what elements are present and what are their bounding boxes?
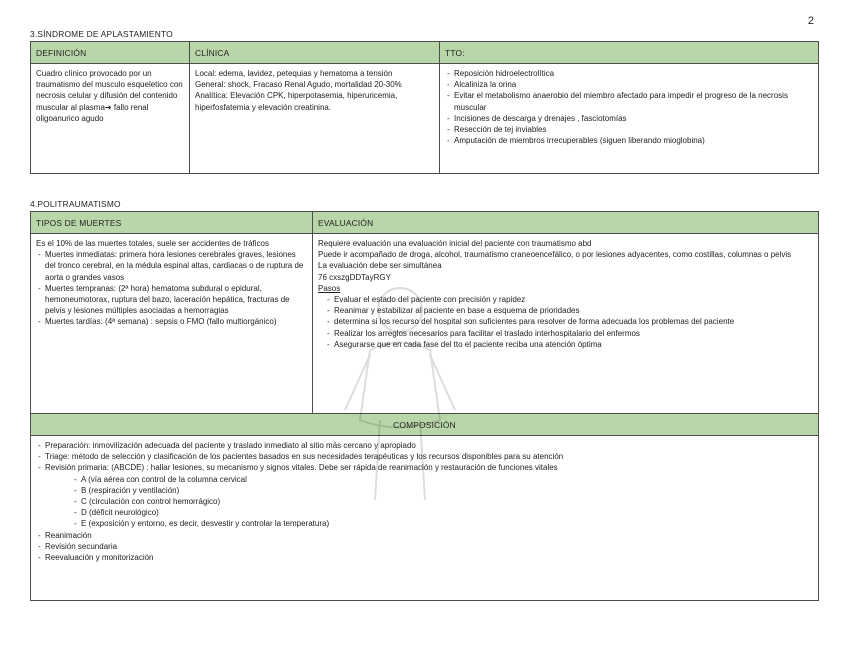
composicion-item: - Reevaluación y monitorización bbox=[36, 552, 813, 563]
tto-item: - Reposición hidroelectrolítica bbox=[445, 68, 813, 79]
clinica-line: Analítica: Elevación CPK, hiperpotasemia, hiperuricemia, hiperfosfatemia y elevación creatinina. bbox=[195, 91, 398, 112]
clinica-line: General: shock, Fracaso Renal Agudo, mortalidad 20-30% bbox=[195, 80, 402, 90]
tto-item: - Alcaliniza la orina bbox=[445, 79, 813, 90]
abcde-item: - B (respiración y ventilación) bbox=[72, 485, 813, 496]
section-3-title: 3.SÍNDROME DE APLASTAMIENTO bbox=[30, 29, 173, 39]
tipos-item: - Muertes tardías: (4ª semana) : sepsis o FMO (fallo multiorgánico) bbox=[36, 316, 307, 327]
pasos-item: - Reanimar y estabilizar al paciente en base a esquema de prioridades bbox=[318, 305, 813, 316]
crush-syndrome-table bbox=[30, 41, 819, 174]
tipos-cell bbox=[31, 234, 313, 414]
header-evaluacion: EVALUACIÓN bbox=[313, 212, 819, 234]
tto-cell bbox=[440, 64, 819, 174]
abcde-item: - A (vía aérea con control de la columna cervical bbox=[72, 474, 813, 485]
abcde-item: - D (déficit neurológico) bbox=[72, 507, 813, 518]
header-clinica: CLÍNICA bbox=[190, 42, 440, 64]
tipos-item: - Muertes inmediatas: primera hora lesiones cerebrales graves, lesiones del tronco cerebral, en la médula espinal altas, cardiacas o de ruptura de aorta o grandes vasos bbox=[36, 249, 307, 283]
composicion-item: - Revisión secundaria bbox=[36, 541, 813, 552]
pasos-label: Pasos bbox=[318, 283, 341, 293]
tto-item: - Amputación de miembros irrecuperables (siguen liberando mioglobina) bbox=[445, 135, 813, 146]
header-definicion: DEFINICIÓN bbox=[31, 42, 190, 64]
evaluacion-line: 76 cxszgDDTayRGY bbox=[318, 272, 391, 282]
composicion-item: - Reanimación bbox=[36, 530, 813, 541]
tto-item: - Incisiones de descarga y drenajes , fasciotomías bbox=[445, 113, 813, 124]
pasos-item: - Asegurarse que en cada fase del tto el paciente reciba una atención óptima bbox=[318, 339, 813, 350]
tipos-item: - Muertes tempranas: (2ª hora) hematoma subdural o epidural, hemoneumotorax, ruptura del bazo, laceración hepática, fracturas de pelvis y lesiones múltiples asociadas a hemorragias bbox=[36, 283, 307, 317]
header-tipos-muertes: TIPOS DE MUERTES bbox=[31, 212, 313, 234]
tto-item: - Resección de tej inviables bbox=[445, 124, 813, 135]
abcde-item: - C (circulación con control hemorrágico) bbox=[72, 496, 813, 507]
evaluacion-line: Puede ir acompañado de droga, alcohol, traumatismo craneoencefálico, o por lesiones adyacentes, como costillas, columnas o pelvis bbox=[318, 250, 792, 260]
pasos-item: - Realizar los arreglos necesarios para facilitar el traslado interhospitalario del enfermos bbox=[318, 328, 813, 339]
evaluacion-cell bbox=[313, 234, 819, 414]
evaluacion-line: La evaluación debe ser simultánea bbox=[318, 261, 442, 271]
composicion-item: - Preparación: inmovilización adecuada del paciente y traslado inmediato al sitio más cercano y apropiado bbox=[36, 440, 813, 451]
composicion-item: - Revisión primaria: (ABCDE) : hallar lesiones, su mecanismo y signos vitales. Debe ser rápida de reanimación y restauración de funciones vitales bbox=[36, 462, 813, 473]
composicion-item: - Triage: método de selección y clasificación de los pacientes basados en sus necesidades terapéuticas y los recursos disponibles para su atención bbox=[36, 451, 813, 462]
tipos-intro: Es el 10% de las muertes totales, suele ser accidentes de tráficos bbox=[36, 239, 270, 248]
abcde-item: - E (exposición y entorno, es decir, desvestir y controlar la temperatura) bbox=[72, 518, 813, 529]
definicion-cell: Cuadro clínico provocado por un traumatismo del musculo esqueletico con necrosis celular y difusión del contenido muscular al plasma➔ fallo renal oligoanurico agudo bbox=[31, 64, 190, 174]
clinica-cell bbox=[190, 64, 440, 174]
header-composicion: COMPOSICIÓN bbox=[31, 414, 819, 436]
header-tto: TTO: bbox=[440, 42, 819, 64]
pasos-item: - Evaluar el estado del paciente con precisión y rapidez bbox=[318, 294, 813, 305]
evaluacion-line: Requiere evaluación una evaluación inicial del paciente con traumatismo abd bbox=[318, 239, 592, 248]
tto-item: - Evitar el metabolismo anaerobio del miembro afectado para impedir el progreso de la necrosis muscular bbox=[445, 90, 813, 112]
clinica-line: Local: edema, lavidez, petequias y hematoma a tensión bbox=[195, 69, 393, 78]
section-4-title: 4.POLITRAUMATISMO bbox=[30, 199, 121, 209]
composicion-cell bbox=[31, 436, 819, 601]
page-number: 2 bbox=[807, 15, 814, 27]
pasos-item: - determina si los recurso del hospital son suficientes para resolver de forma adecuada los problemas del paciente bbox=[318, 316, 813, 327]
polytrauma-table bbox=[30, 211, 819, 601]
